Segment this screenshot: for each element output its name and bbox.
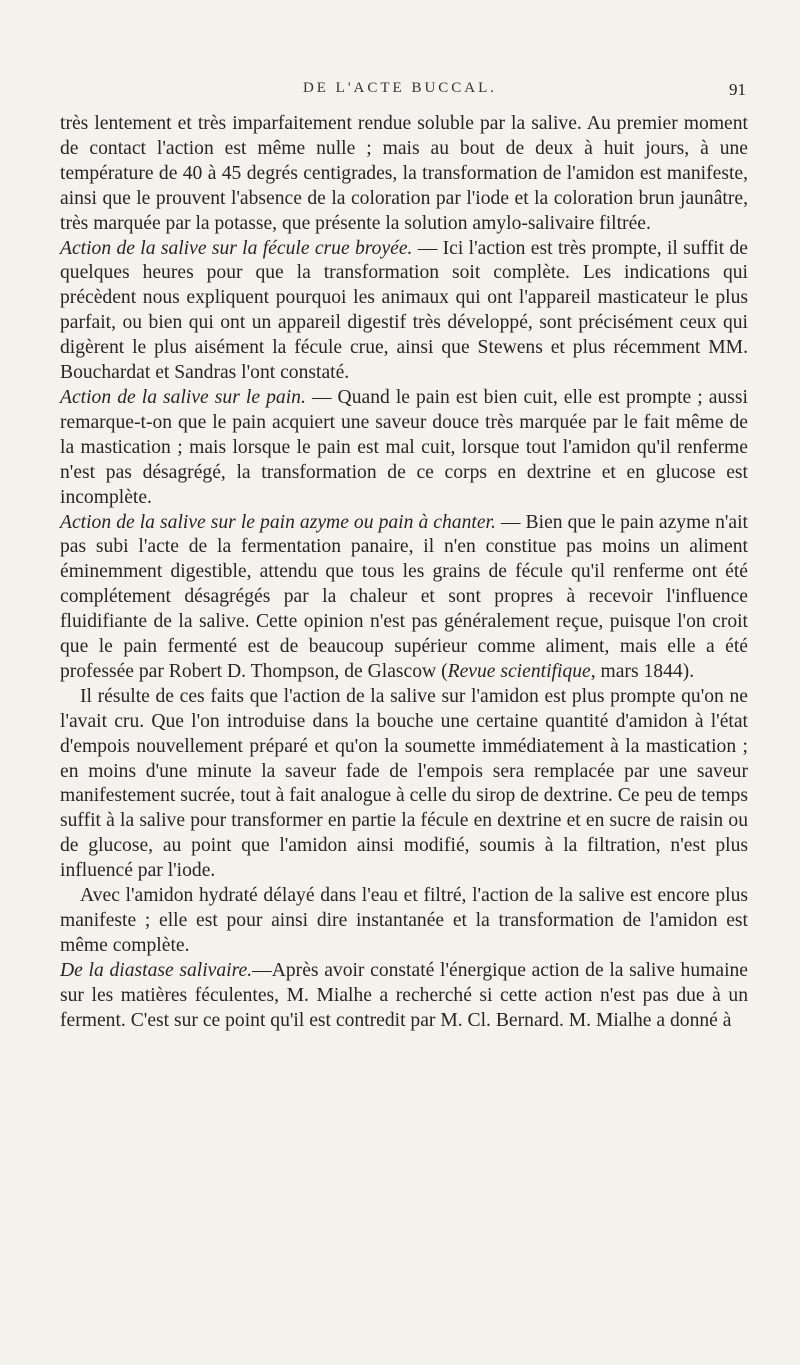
paragraph-1 bbox=[60, 112, 748, 237]
paragraph-2 bbox=[60, 237, 748, 386]
paragraph-6 bbox=[60, 884, 748, 959]
section-heading: Action de la salive sur la fécule crue broyée. bbox=[60, 237, 413, 259]
paragraph-text: Il résulte de ces faits que l'action de la salive sur l'amidon est plus prompte qu'on ne l'avait cru. Que l'on introduise dans la bouche une certaine quantité d'amidon à l'état d'empois nouvellement préparé et qu'on la soumette immédiatement à la mastication ; en moins d'une minute la saveur fade de l'empois sera remplacée par une saveur manifestement sucrée, tout à fait analogue à celle du sirop de dextrine. Ce peu de temps suffit à la salive pour transformer en partie la fécule en dextrine et en sucre de raisin ou de glucose, au point que l'amidon ainsi modifié, soumis à la filtration, n'est plus influencé par l'iode. bbox=[60, 685, 748, 882]
paragraph-3 bbox=[60, 386, 748, 511]
paragraph-7 bbox=[60, 959, 748, 1034]
page-header bbox=[0, 80, 800, 110]
paragraph-text: très lentement et très imparfaitement rendue soluble par la salive. Au premier moment de contact l'action est même nulle ; mais au bout de deux à huit jours, à une température de 40 à 45 degrés centigrades, la transformation de l'amidon est manifeste, ainsi que le prouvent l'absence de la coloration par l'iode et la coloration brun jaunâtre, très marquée par la potasse, que présente la solution amylo-salivaire filtrée. bbox=[60, 113, 748, 234]
page-number: 91 bbox=[729, 80, 746, 99]
paragraph-text: — Bien que le pain azyme n'ait pas subi l'acte de la fermentation panaire, il n'en constitue pas moins un aliment éminemment digestible, attendu que tous les grains de fécule qu'il renferme ont été complétement désagrégés par la chaleur et sont propres à recevoir l'influence fluidifiante de la salive. Cette opinion n'est pas généralement reçue, puisque l'on croit que le pain fermenté est de beaucoup supérieur comme aliment, mais elle a été professée par Robert D. Thompson, de Glascow ( bbox=[60, 511, 748, 682]
body-text bbox=[60, 112, 748, 1034]
section-heading: Action de la salive sur le pain. bbox=[60, 386, 306, 408]
paragraph-4 bbox=[60, 511, 748, 685]
paragraph-text: —Après avoir constaté l'énergique action de la salive humaine sur les matières féculentes, M. Mialhe a recherché si cette action n'est pas due à un ferment. C'est sur ce point qu'il est contredit par M. Cl. Bernard. M. Mialhe a donné à bbox=[60, 959, 749, 1031]
paragraph-text: — Quand le pain est bien cuit, elle est prompte ; aussi remarque-t-on que le pain acquiert une saveur douce très marquée par le fait même de la mastication ; mais lorsque le pain est mal cuit, lorsque tout l'amidon qu'il renferme n'est pas désagrégé, la transformation de ce corps en dextrine et en glucose est incomplète. bbox=[60, 386, 748, 508]
citation-title: Revue scientifique bbox=[447, 660, 591, 682]
paragraph-text: Avec l'amidon hydraté délayé dans l'eau et filtré, l'action de la salive est encore plus manifeste ; elle est pour ainsi dire instantanée et la transformation de l'amidon est même complète. bbox=[60, 885, 748, 956]
running-head: DE L'ACTE BUCCAL. bbox=[302, 80, 498, 96]
section-heading: Action de la salive sur le pain azyme ou pain à chanter. bbox=[60, 511, 496, 533]
section-heading: De la diastase salivaire. bbox=[60, 959, 253, 981]
paragraph-text-after: , mars 1844). bbox=[590, 660, 695, 682]
paragraph-5 bbox=[60, 685, 748, 884]
paragraph-text: — Ici l'action est très prompte, il suffit de quelques heures pour que la transformation soit complète. Les indications qui précèdent nous expliquent pourquoi les animaux qui ont l'appareil masticateur le plus parfait, ou bien qui ont un appareil digestif très développé, sont précisément ceux qui digèrent le plus aisément la fécule crue, ainsi que Stewens et plus récemment MM. Bouchardat et Sandras l'ont constaté. bbox=[60, 237, 748, 384]
